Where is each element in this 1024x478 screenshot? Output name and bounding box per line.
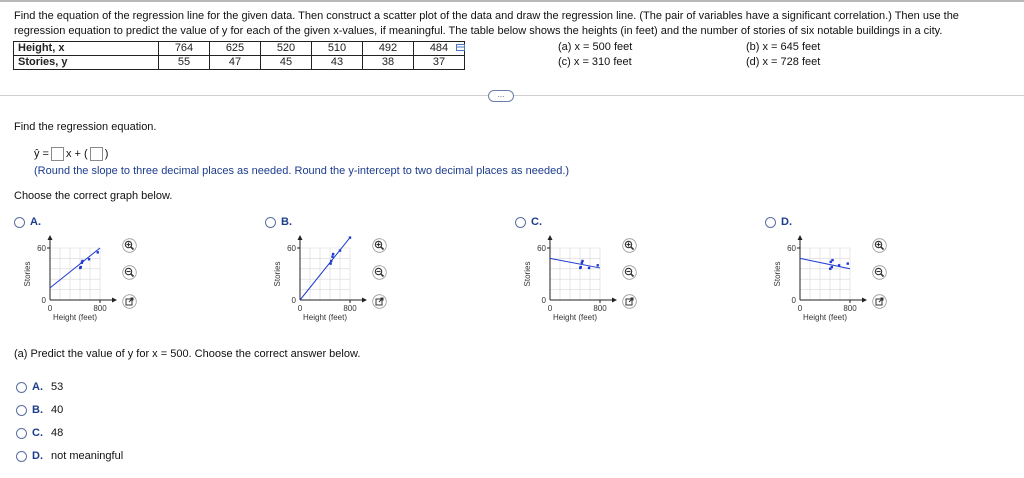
table-row bbox=[14, 56, 465, 70]
x-tick-label: 800 bbox=[93, 304, 107, 313]
table-cell: 47 bbox=[210, 56, 261, 70]
data-point bbox=[597, 264, 599, 266]
y-tick-label: 0 bbox=[41, 296, 46, 305]
data-point bbox=[588, 267, 590, 269]
data-table bbox=[13, 41, 465, 70]
x-axis-label: Height (feet) bbox=[802, 313, 848, 322]
x-plus-label: x + bbox=[65, 148, 81, 160]
y-axis-arrow bbox=[48, 235, 53, 240]
data-point bbox=[830, 261, 832, 263]
slope-input[interactable] bbox=[51, 147, 64, 161]
data-point bbox=[829, 268, 831, 270]
x-tick-label: 0 bbox=[547, 304, 553, 313]
x-axis-label: Height (feet) bbox=[302, 313, 348, 322]
radio-button[interactable] bbox=[16, 382, 27, 393]
table-cell: 37 bbox=[414, 56, 465, 70]
expand-icon[interactable] bbox=[372, 294, 387, 309]
radio-button[interactable] bbox=[16, 428, 27, 439]
data-point bbox=[581, 262, 583, 264]
expand-icon[interactable] bbox=[622, 294, 637, 309]
y-tick-label: 60 bbox=[537, 244, 546, 253]
answer-option-a[interactable]: A. 53 bbox=[16, 381, 63, 393]
data-point bbox=[838, 264, 840, 266]
table-cell: 484 bbox=[414, 42, 465, 56]
x-axis-label: Height (feet) bbox=[52, 313, 98, 322]
radio-button[interactable] bbox=[765, 217, 776, 228]
radio-button[interactable] bbox=[515, 217, 526, 228]
question-d-value: (d) x = 728 feet bbox=[746, 56, 821, 68]
y-tick-label: 0 bbox=[291, 296, 296, 305]
choose-graph-label: Choose the correct graph below. bbox=[14, 190, 173, 202]
yhat-label: ŷ = bbox=[34, 148, 49, 160]
y-tick-label: 0 bbox=[541, 296, 546, 305]
y-axis-arrow bbox=[548, 235, 553, 240]
table-cell: 492 bbox=[363, 42, 414, 56]
y-axis-label: Stories bbox=[523, 261, 532, 287]
data-point bbox=[332, 253, 334, 255]
y-tick-label: 0 bbox=[791, 296, 796, 305]
x-axis-arrow bbox=[112, 298, 117, 303]
table-cell: 764 bbox=[159, 42, 210, 56]
answer-text: 53 bbox=[51, 381, 64, 393]
x-axis-arrow bbox=[862, 298, 867, 303]
table-cell: 38 bbox=[363, 56, 414, 70]
graph-option-a[interactable]: A. bbox=[14, 216, 47, 228]
zoom-out-icon[interactable] bbox=[622, 265, 637, 280]
zoom-in-icon[interactable] bbox=[122, 238, 137, 253]
more-button[interactable]: ... bbox=[488, 90, 514, 102]
regression-equation bbox=[34, 147, 108, 161]
radio-button[interactable] bbox=[14, 217, 25, 228]
zoom-in-icon[interactable] bbox=[872, 238, 887, 253]
top-border bbox=[0, 0, 1024, 2]
zoom-out-icon[interactable] bbox=[372, 265, 387, 280]
answer-text: 48 bbox=[51, 427, 64, 439]
data-point bbox=[97, 251, 99, 253]
zoom-out-icon[interactable] bbox=[122, 265, 137, 280]
table-row bbox=[14, 42, 465, 56]
radio-button[interactable] bbox=[16, 451, 27, 462]
table-cell: 43 bbox=[312, 56, 363, 70]
regression-line bbox=[800, 258, 850, 268]
zoom-out-icon[interactable] bbox=[872, 265, 887, 280]
table-cell: 510 bbox=[312, 42, 363, 56]
radio-button[interactable] bbox=[16, 405, 27, 416]
y-axis-arrow bbox=[798, 235, 803, 240]
y-axis-arrow bbox=[298, 235, 303, 240]
answer-option-b[interactable]: B. 40 bbox=[16, 404, 63, 416]
find-equation-label: Find the regression equation. bbox=[14, 121, 157, 133]
answer-option-d[interactable]: D. not meaningful bbox=[16, 450, 123, 462]
x-axis-label: Height (feet) bbox=[552, 313, 598, 322]
x-axis-arrow bbox=[612, 298, 617, 303]
data-point bbox=[579, 267, 581, 269]
data-point bbox=[81, 262, 83, 264]
x-tick-label: 0 bbox=[297, 304, 303, 313]
x-tick-label: 800 bbox=[843, 304, 857, 313]
answer-text: not meaningful bbox=[51, 450, 124, 462]
data-point bbox=[79, 267, 81, 269]
rounding-hint: (Round the slope to three decimal places as needed. Round the y-intercept to two decimal places as needed.) bbox=[34, 165, 570, 177]
table-cell: 625 bbox=[210, 42, 261, 56]
copy-table-icon[interactable] bbox=[456, 44, 465, 52]
row-header-height: Height, x bbox=[14, 42, 159, 56]
regression-line bbox=[550, 258, 600, 268]
row-header-stories: Stories, y bbox=[14, 56, 159, 70]
y-axis-label: Stories bbox=[273, 261, 282, 287]
data-point bbox=[329, 262, 331, 264]
problem-line-2: regression equation to predict the value of y for each of the given x-values, if meaningful. The table below shows the heights (in feet) and the number of stories of six notable buildings in a city. bbox=[14, 25, 943, 37]
expand-icon[interactable] bbox=[872, 294, 887, 309]
answer-text: 40 bbox=[51, 404, 64, 416]
x-tick-label: 800 bbox=[593, 304, 607, 313]
question-c-value: (c) x = 310 feet bbox=[558, 56, 632, 68]
problem-line-1: Find the equation of the regression line for the given data. Then construct a scatter plot of the data and draw the regression line. (The pair of variables have a significant correlation.) Then use the bbox=[14, 10, 959, 22]
data-point bbox=[330, 260, 332, 262]
radio-button[interactable] bbox=[265, 217, 276, 228]
intercept-input[interactable] bbox=[90, 147, 103, 161]
data-point bbox=[349, 236, 351, 238]
data-point bbox=[331, 255, 333, 257]
intercept-group: ( ) bbox=[80, 148, 109, 160]
answer-option-c[interactable]: C. 48 bbox=[16, 427, 63, 439]
x-tick-label: 800 bbox=[343, 304, 357, 313]
x-tick-label: 0 bbox=[797, 304, 803, 313]
y-axis-label: Stories bbox=[773, 261, 782, 287]
graph-option-c[interactable]: C. bbox=[515, 216, 548, 228]
x-tick-label: 0 bbox=[47, 304, 53, 313]
table-cell: 55 bbox=[159, 56, 210, 70]
predict-a-label: (a) Predict the value of y for x = 500. Choose the correct answer below. bbox=[14, 348, 361, 360]
data-point bbox=[339, 249, 341, 251]
table-cell: 45 bbox=[261, 56, 312, 70]
data-point bbox=[88, 258, 90, 260]
y-axis-label: Stories bbox=[23, 261, 32, 287]
question-b-value: (b) x = 645 feet bbox=[746, 41, 821, 53]
zoom-in-icon[interactable] bbox=[622, 238, 637, 253]
expand-icon[interactable] bbox=[122, 294, 137, 309]
y-tick-label: 60 bbox=[287, 244, 296, 253]
graph-option-b[interactable]: B. bbox=[265, 216, 298, 228]
zoom-in-icon[interactable] bbox=[372, 238, 387, 253]
y-tick-label: 60 bbox=[787, 244, 796, 253]
regression-line bbox=[50, 248, 100, 288]
y-tick-label: 60 bbox=[37, 244, 46, 253]
data-point bbox=[847, 262, 849, 264]
question-a-value: (a) x = 500 feet bbox=[558, 41, 633, 53]
graph-option-d[interactable]: D. bbox=[765, 216, 798, 228]
x-axis-arrow bbox=[362, 298, 367, 303]
problem-statement bbox=[14, 9, 994, 39]
table-cell: 520 bbox=[261, 42, 312, 56]
